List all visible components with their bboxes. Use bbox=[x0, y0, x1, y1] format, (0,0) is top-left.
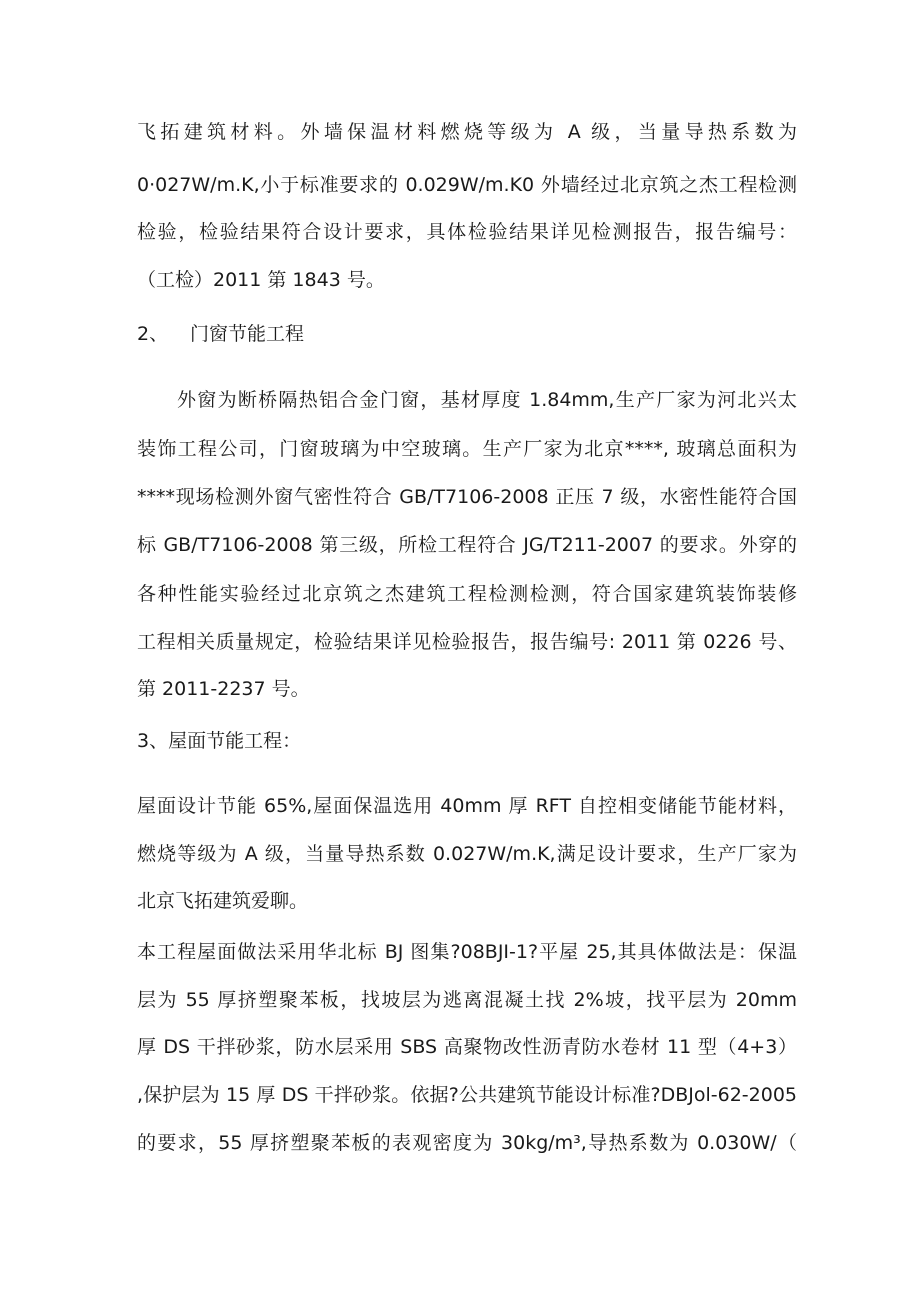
text-line: 飞拓建筑材料。外墙保温材料燃烧等级为 A 级，当量导热系数为 bbox=[137, 121, 797, 143]
text-line: ,保护层为 15 厚 DS 干拌砂浆。依据?公共建筑节能设计标准?DBJol-62-2005 bbox=[137, 1084, 797, 1106]
text-line: 0·027W∕m.K,小于标准要求的 0.029W∕m.K0 外墙经过北京筑之杰工程检测 bbox=[137, 174, 797, 196]
text-line: 层为 55 厚挤塑聚苯板，找坡层为逃离混凝土找 2%坡，找平层为 20mm bbox=[137, 989, 797, 1011]
text-line: 北京飞拓建筑爱聊。 bbox=[137, 890, 309, 912]
section-number: 2、 bbox=[137, 323, 169, 345]
text-line: ****现场检测外窗气密性符合 GB/T7106-2008 正压 7 级，水密性能符合国 bbox=[137, 486, 797, 508]
text-line: 检验，检验结果符合设计要求，具体检验结果详见检测报告，报告编号： bbox=[137, 221, 797, 243]
text-line: 厚 DS 干拌砂浆，防水层采用 SBS 高聚物改性沥青防水卷材 11 型（4+3） bbox=[137, 1036, 797, 1058]
text-line: 屋面设计节能 65%,屋面保温选用 40mm 厚 RFT 自控相变储能节能材料， bbox=[137, 795, 797, 817]
text-line: （工检）2011 第 1843 号。 bbox=[137, 269, 385, 291]
text-line: 本工程屋面做法采用华北标 BJ 图集?08BJI-1?平屋 25,其具体做法是：保温 bbox=[137, 941, 797, 963]
text-line: 外窗为断桥隔热铝合金门窗，基材厚度 1.84mm,生产厂家为河北兴太 bbox=[177, 389, 797, 411]
text-line: 的要求，55 厚挤塑聚苯板的表观密度为 30kg∕m³,导热系数为 0.030W∕（ bbox=[137, 1132, 797, 1154]
section-heading: 门窗节能工程 bbox=[190, 323, 305, 345]
text-line: 标 GB/T7106-2008 第三级，所检工程符合 JG/T211-2007 的要求。外穿的 bbox=[137, 534, 797, 556]
text-line: 工程相关质量规定，检验结果详见检验报告，报告编号: 2011 第 0226 号、 bbox=[137, 631, 797, 653]
text-line: 装饰工程公司，门窗玻璃为中空玻璃。生产厂家为北京****, 玻璃总面积为 bbox=[137, 438, 797, 460]
text-line: 各种性能实验经过北京筑之杰建筑工程检测检测，符合国家建筑装饰装修 bbox=[137, 583, 797, 605]
text-line: 第 2011-2237 号。 bbox=[137, 678, 310, 700]
section-heading: 3、屋面节能工程： bbox=[137, 730, 302, 752]
text-line: 燃烧等级为 A 级，当量导热系数 0.027W∕m.K,满足设计要求，生产厂家为 bbox=[137, 843, 797, 865]
